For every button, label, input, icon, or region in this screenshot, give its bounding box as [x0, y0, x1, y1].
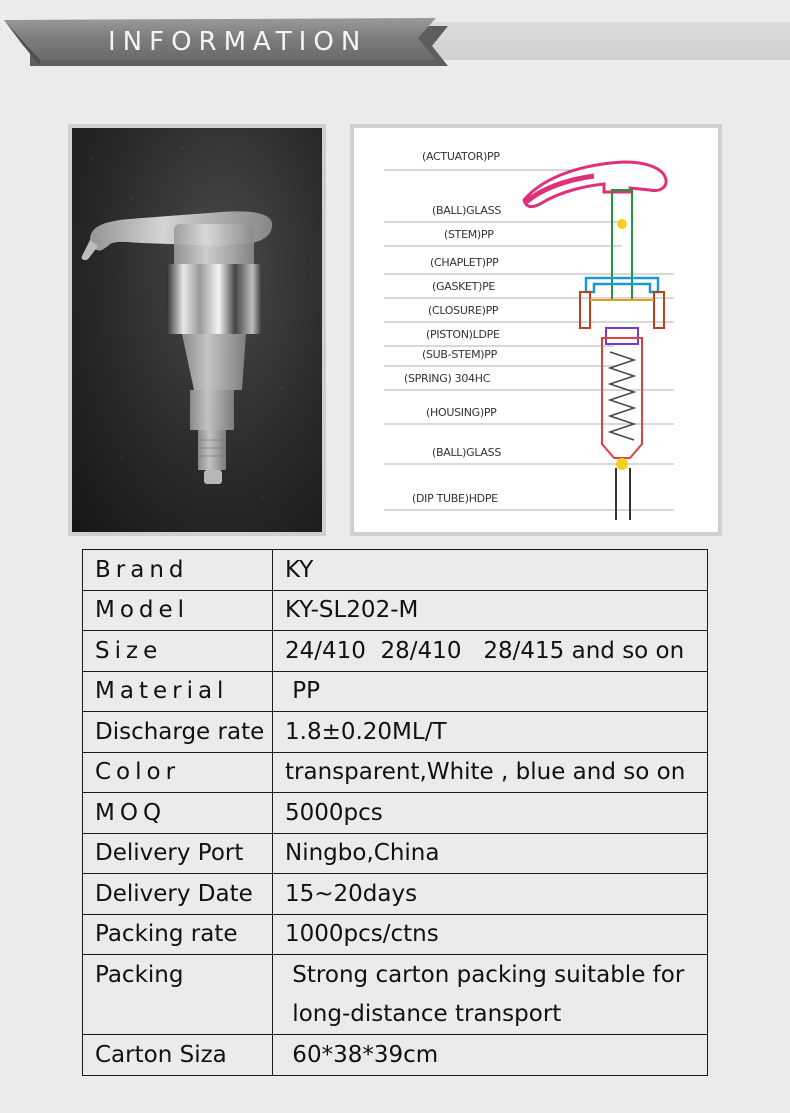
product-photo [68, 124, 326, 536]
lotion-pump-picture [72, 128, 322, 532]
spec-key: Packing rate [83, 914, 273, 955]
spec-value: Strong carton packing suitable for [273, 955, 708, 995]
diagram-label: (HOUSING)PP [426, 406, 497, 419]
header-title: INFORMATION [108, 27, 368, 57]
diagram-label: (GASKET)PE [432, 280, 496, 293]
spec-value: 15~20days [273, 874, 708, 915]
spec-key [83, 995, 273, 1035]
spec-row [83, 712, 708, 753]
diagram-label: (CLOSURE)PP [428, 304, 499, 317]
diagram-label: (DIP TUBE)HDPE [412, 492, 498, 505]
spec-row [83, 631, 708, 672]
spec-value: 24/410 28/410 28/415 and so on [273, 631, 708, 672]
spec-key: Color [83, 752, 273, 793]
diagram-label: (PISTON)LDPE [426, 328, 500, 341]
spec-row [83, 550, 708, 591]
spec-row [83, 671, 708, 712]
diagram-label: (SPRING) 304HC [404, 372, 491, 385]
spec-row [83, 1035, 708, 1076]
spec-key: Carton Siza [83, 1035, 273, 1076]
spec-value: 60*38*39cm [273, 1035, 708, 1076]
spec-row [83, 914, 708, 955]
diagram-label: (BALL)GLASS [432, 204, 502, 217]
spec-value: 5000pcs [273, 793, 708, 834]
spec-key: Model [83, 590, 273, 631]
spec-key: Delivery Port [83, 833, 273, 874]
pump-cross-section [354, 128, 718, 532]
spec-table [82, 549, 708, 1076]
spec-value: long-distance transport [273, 995, 708, 1035]
spec-value: 1000pcs/ctns [273, 914, 708, 955]
spec-row [83, 995, 708, 1035]
spec-key: Discharge rate [83, 712, 273, 753]
spec-value: Ningbo,China [273, 833, 708, 874]
diagram-label: (CHAPLET)PP [430, 256, 499, 269]
spec-value: KY-SL202-M [273, 590, 708, 631]
pump-structure-diagram [350, 124, 722, 536]
spec-row [83, 793, 708, 834]
diagram-label: (ACTUATOR)PP [422, 150, 500, 163]
information-header [0, 0, 790, 90]
spec-key: Size [83, 631, 273, 672]
spec-key: MOQ [83, 793, 273, 834]
spec-row [83, 833, 708, 874]
diagram-label: (SUB-STEM)PP [422, 348, 497, 361]
spec-key: Brand [83, 550, 273, 591]
spec-value: 1.8±0.20ML/T [273, 712, 708, 753]
spec-row [83, 874, 708, 915]
spec-key: Material [83, 671, 273, 712]
spec-key: Packing [83, 955, 273, 995]
spec-row [83, 752, 708, 793]
spec-value: PP [273, 671, 708, 712]
spec-value: KY [273, 550, 708, 591]
spec-row [83, 590, 708, 631]
diagram-label: (STEM)PP [444, 228, 494, 241]
spec-row [83, 955, 708, 995]
spec-key: Delivery Date [83, 874, 273, 915]
diagram-label: (BALL)GLASS [432, 446, 502, 459]
spec-value: transparent,White , blue and so on [273, 752, 708, 793]
